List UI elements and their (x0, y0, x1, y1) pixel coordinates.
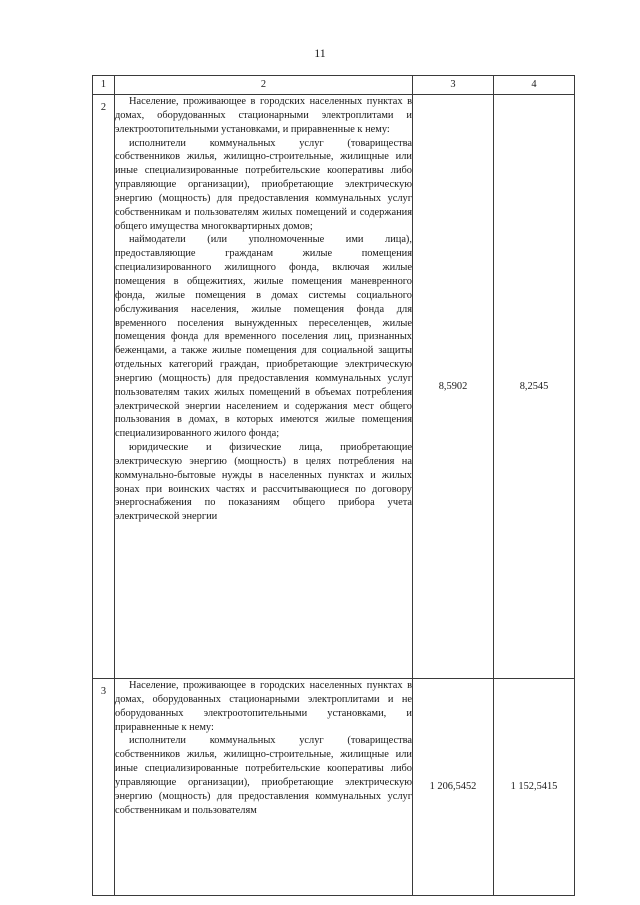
row-number: 3 (93, 679, 115, 896)
tariff-value-col4: 8,2545 (494, 95, 575, 679)
table-row (93, 95, 575, 679)
tariff-table (92, 75, 575, 896)
paragraph: исполнители коммунальных услуг (товарищества собственников жилья, жилищно-строительные, жилищные или иные специализированные потребительские кооперативы либо управляющие организации), приобретающие электрическую энергию (мощность) для предоставления коммунальных услуг собственникам и пользователям жилых помещений и содержания общего имущества многоквартирных домов; (115, 137, 412, 232)
header-col-4: 4 (494, 76, 575, 95)
page-number: 11 (314, 46, 326, 60)
table-row (93, 679, 575, 896)
tariff-value-col3: 8,5902 (413, 95, 494, 679)
row-description (115, 679, 413, 896)
paragraph: юридические и физические лица, приобретающие электрическую энергию (мощность) в целях потребления на коммунально-бытовые нужды в населенных пунктах и жилых зонах при воинских частях и рассчитывающиеся по договору энергоснабжения по показаниям общего прибора учета электрической энергии (115, 442, 412, 523)
header-col-2: 2 (115, 76, 413, 95)
paragraph: Население, проживающее в городских населенных пунктах в домах, оборудованных стационарными электроплитами и электроотопительными установками, и приравненные к нему: (115, 96, 412, 135)
paragraph: исполнители коммунальных услуг (товарищества собственников жилья, жилищно-строительные, жилищные или иные специализированные потребительские кооперативы либо управляющие организации), приобретающие электрическую энергию (мощность) для предоставления коммунальных услуг собственникам и пользователям (115, 735, 412, 816)
table-header-row (93, 76, 575, 95)
row-number: 2 (93, 95, 115, 679)
row-description (115, 95, 413, 679)
tariff-value-col4: 1 152,5415 (494, 679, 575, 896)
header-col-3: 3 (413, 76, 494, 95)
paragraph: наймодатели (или уполномоченные ими лица), предоставляющие гражданам жилые помещения специализированного жилищного фонда, включая жилые помещения в общежитиях, жилые помещения маневренного фонда, жилые помещения в домах системы социального обслуживания населения, жилые помещения фонда для временного поселения вынужденных переселенцев, жилые помещения фонда для временного поселения лиц, признанных беженцами, а также жилые помещения для социальной защиты отдельных категорий граждан, приобретающие электрическую энергию (мощность) для предоставления коммунальных услуг пользователям таких жилых помещений в объемах потребления электрической энергии населением и содержания мест общего пользования в домах, в которых имеются жилые помещения специализированного жилого фонда; (115, 234, 412, 440)
tariff-value-col3: 1 206,5452 (413, 679, 494, 896)
header-col-1: 1 (93, 76, 115, 95)
paragraph: Население, проживающее в городских населенных пунктах в домах, оборудованных стационарными электроплитами и не оборудованных электроотопительными установками, и приравненные к нему: (115, 680, 412, 733)
